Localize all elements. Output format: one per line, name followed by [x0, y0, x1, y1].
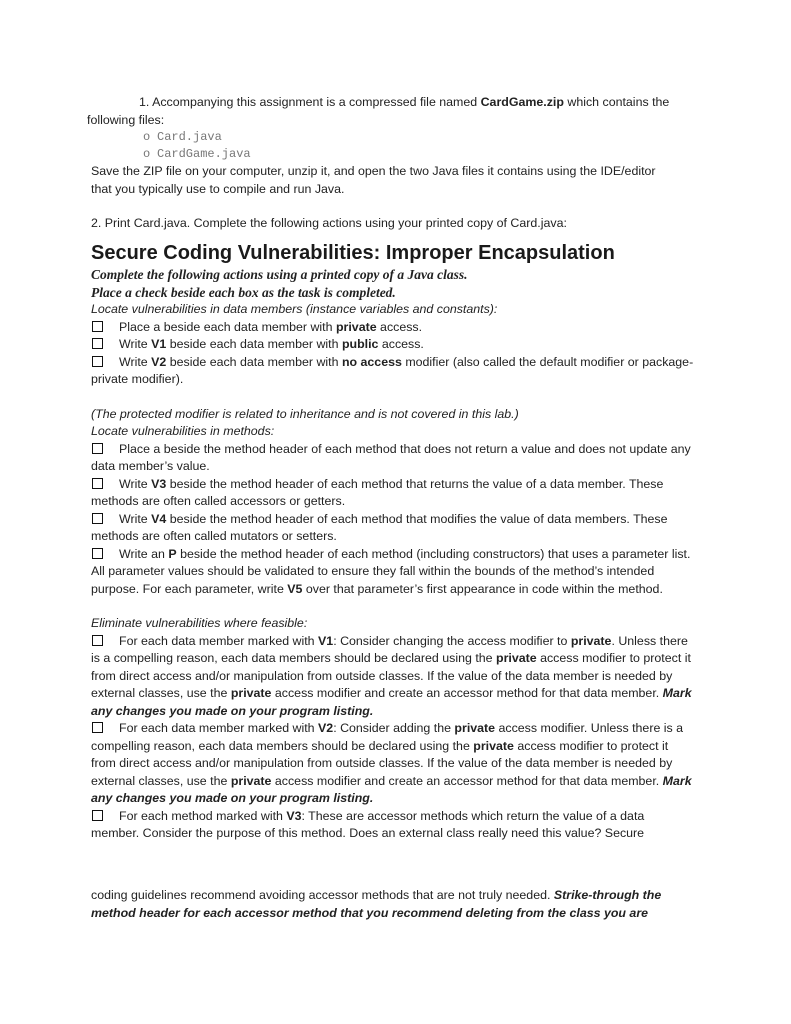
checkbox-icon[interactable] — [92, 722, 103, 733]
zip-filename: CardGame.zip — [480, 95, 564, 109]
emphasis: any changes you made on your program listing. — [91, 703, 374, 718]
checklist-item-fix-v2 — [91, 720, 731, 738]
checklist-item-v2-line2: private modifier). — [91, 372, 184, 386]
text: modifier (also called the default modifier or package- — [401, 354, 694, 369]
text: beside each data member with — [166, 354, 342, 369]
file-list-item — [91, 129, 731, 146]
keyword: private — [230, 686, 272, 700]
text: is a compelling reason, each data members should be declared using the — [91, 651, 497, 665]
checklist-item-private — [91, 319, 731, 337]
text: Write — [119, 511, 152, 526]
keyword: private — [230, 773, 272, 788]
section-title: Secure Coding Vulnerabilities: Improper Encapsulation — [91, 242, 615, 264]
checkbox-icon[interactable] — [92, 321, 103, 332]
fix-v1-line5 — [91, 703, 731, 721]
file-list-item — [91, 146, 731, 163]
checklist-item-void-method-line2: data member’s value. — [91, 459, 210, 473]
keyword: private — [473, 738, 514, 753]
emphasis: Mark — [662, 773, 692, 788]
bullet-icon: o — [143, 147, 151, 161]
continuation-line1 — [91, 887, 731, 905]
text: over that parameter’s first appearance in code within the method. — [302, 581, 663, 596]
text: . Unless there — [611, 633, 688, 648]
keyword: private — [570, 633, 612, 648]
text: Write — [119, 337, 152, 351]
item-1-line2: following files: — [87, 112, 165, 127]
text: access modifier. Unless there is a — [495, 721, 684, 735]
text: : These are accessor methods which return the value of a data — [301, 808, 645, 823]
text: : Consider changing the access modifier to — [333, 633, 571, 648]
text: access. — [376, 319, 423, 334]
bullet-icon: o — [143, 130, 151, 144]
fix-v2-line2 — [91, 738, 731, 756]
emphasis: method header for each accessor method that you recommend deleting from the class you are — [91, 905, 649, 920]
checklist-item-fix-v3 — [91, 808, 731, 826]
locate-methods-heading: Locate vulnerabilities in methods: — [91, 424, 275, 438]
fix-v1-line3: from direct access and/or manipulation from outside classes. If the value of the data member is needed by — [91, 668, 673, 683]
fix-v1-line4 — [91, 685, 731, 703]
checklist-item-v1 — [91, 336, 731, 354]
save-instructions: Save the ZIP file on your computer, unzip it, and open the two Java files it contains using the IDE/editor — [91, 164, 656, 178]
emphasis: Mark — [662, 686, 692, 700]
keyword: V1 — [318, 633, 334, 648]
fix-v3-line2: member. Consider the purpose of this method. Does an external class really need this value? Secure — [91, 826, 645, 840]
keyword: private — [454, 721, 496, 735]
checklist-item-void-method — [91, 441, 731, 459]
checklist-item-v4 — [91, 511, 731, 529]
instruction-2: Place a check beside each box as the task is completed. — [91, 284, 396, 300]
continuation-section — [91, 887, 731, 922]
file-card-java: Card.java — [157, 130, 222, 144]
keyword: V3 — [151, 476, 167, 491]
checklist-item-v3-line2: methods are often called accessors or getters. — [91, 494, 346, 508]
text: Write — [119, 354, 152, 369]
emphasis: Strike-through the — [553, 888, 662, 902]
text: access modifier and create an accessor method for that data member. — [271, 686, 663, 700]
instruction-1: Complete the following actions using a printed copy of a Java class. — [91, 267, 468, 282]
text: For each data member marked with — [119, 633, 319, 648]
checkbox-icon[interactable] — [92, 548, 103, 559]
text: Write an — [119, 546, 169, 561]
checkbox-icon[interactable] — [92, 478, 103, 489]
keyword: private — [335, 319, 377, 334]
keyword: public — [341, 337, 379, 351]
text: For each data member marked with — [119, 721, 319, 735]
checkbox-icon[interactable] — [92, 635, 103, 646]
emphasis: any changes you made on your program listing. — [91, 791, 374, 805]
text: beside the method header of each method that modifies the value of data members. These — [166, 511, 668, 526]
keyword: V2 — [151, 354, 167, 369]
text: external classes, use the — [91, 686, 231, 700]
fix-v2-line3: from direct access and/or manipulation from outside classes. If the value of the data member is needed by — [91, 756, 673, 770]
item-2: 2. Print Card.java. Complete the following actions using your printed copy of Card.java: — [91, 216, 567, 230]
checklist-item-p-line2: All parameter values should be validated to ensure they fall within the bounds of the method’s intended — [91, 564, 655, 578]
fix-v1-line2 — [91, 650, 731, 668]
text: Write — [119, 476, 152, 491]
checklist-item-v2 — [91, 354, 731, 372]
checkbox-icon[interactable] — [92, 513, 103, 524]
text: coding guidelines recommend avoiding accessor methods that are not truly needed. — [91, 888, 554, 902]
keyword: V4 — [151, 511, 167, 526]
checklist-item-p — [91, 546, 731, 564]
item-1-suffix: which contains the — [563, 95, 670, 109]
keyword: no access — [341, 354, 402, 369]
checkbox-icon[interactable] — [92, 338, 103, 349]
checklist-item-p-line3 — [91, 581, 731, 599]
text: access. — [378, 337, 424, 351]
checklist-item-v4-line2: methods are often called mutators or setters. — [91, 529, 337, 543]
checkbox-icon[interactable] — [92, 443, 103, 454]
item-1-text: 1. Accompanying this assignment is a compressed file named — [139, 95, 481, 109]
text: beside the method header of each method that returns the value of a data member. These — [166, 476, 664, 491]
text: beside the method header of each method (including constructors) that uses a parameter list. — [176, 546, 691, 561]
text: beside each data member with — [166, 337, 342, 351]
text: Place a beside each data member with — [119, 319, 336, 334]
protected-note: (The protected modifier is related to inheritance and is not covered in this lab.) — [91, 406, 519, 421]
fix-v2-line5 — [91, 790, 731, 808]
text: : Consider adding the — [333, 721, 455, 735]
intro-section — [87, 94, 731, 233]
checkbox-icon[interactable] — [92, 810, 103, 821]
keyword: V3 — [286, 808, 302, 823]
keyword: private — [496, 651, 537, 665]
file-cardgame-java: CardGame.java — [157, 147, 251, 161]
text: access modifier to protect it — [513, 738, 669, 753]
text: purpose. For each parameter, write — [91, 581, 288, 596]
encapsulation-section — [91, 238, 731, 843]
text: compelling reason, each data members should be declared using the — [91, 738, 474, 753]
keyword: V1 — [151, 337, 167, 351]
text: access modifier to protect it — [536, 651, 691, 665]
text: Place a beside the method header of each method that does not return a value and does not update any — [119, 441, 691, 456]
keyword: V5 — [287, 581, 303, 596]
text: external classes, use the — [91, 773, 231, 788]
locate-data-members-heading: Locate vulnerabilities in data members (instance variables and constants): — [91, 302, 498, 316]
continuation-line2 — [91, 905, 731, 923]
item-1 — [91, 94, 731, 112]
text: access modifier and create an accessor method for that data member. — [271, 773, 663, 788]
checklist-item-fix-v1 — [91, 633, 731, 651]
eliminate-heading: Eliminate vulnerabilities where feasible: — [91, 616, 308, 630]
fix-v2-line4 — [91, 773, 731, 791]
keyword: V2 — [318, 721, 334, 735]
keyword: P — [168, 546, 177, 561]
checkbox-icon[interactable] — [92, 356, 103, 367]
save-instructions-line2: that you typically use to compile and run Java. — [91, 181, 345, 196]
text: For each method marked with — [119, 808, 287, 823]
checklist-item-v3 — [91, 476, 731, 494]
